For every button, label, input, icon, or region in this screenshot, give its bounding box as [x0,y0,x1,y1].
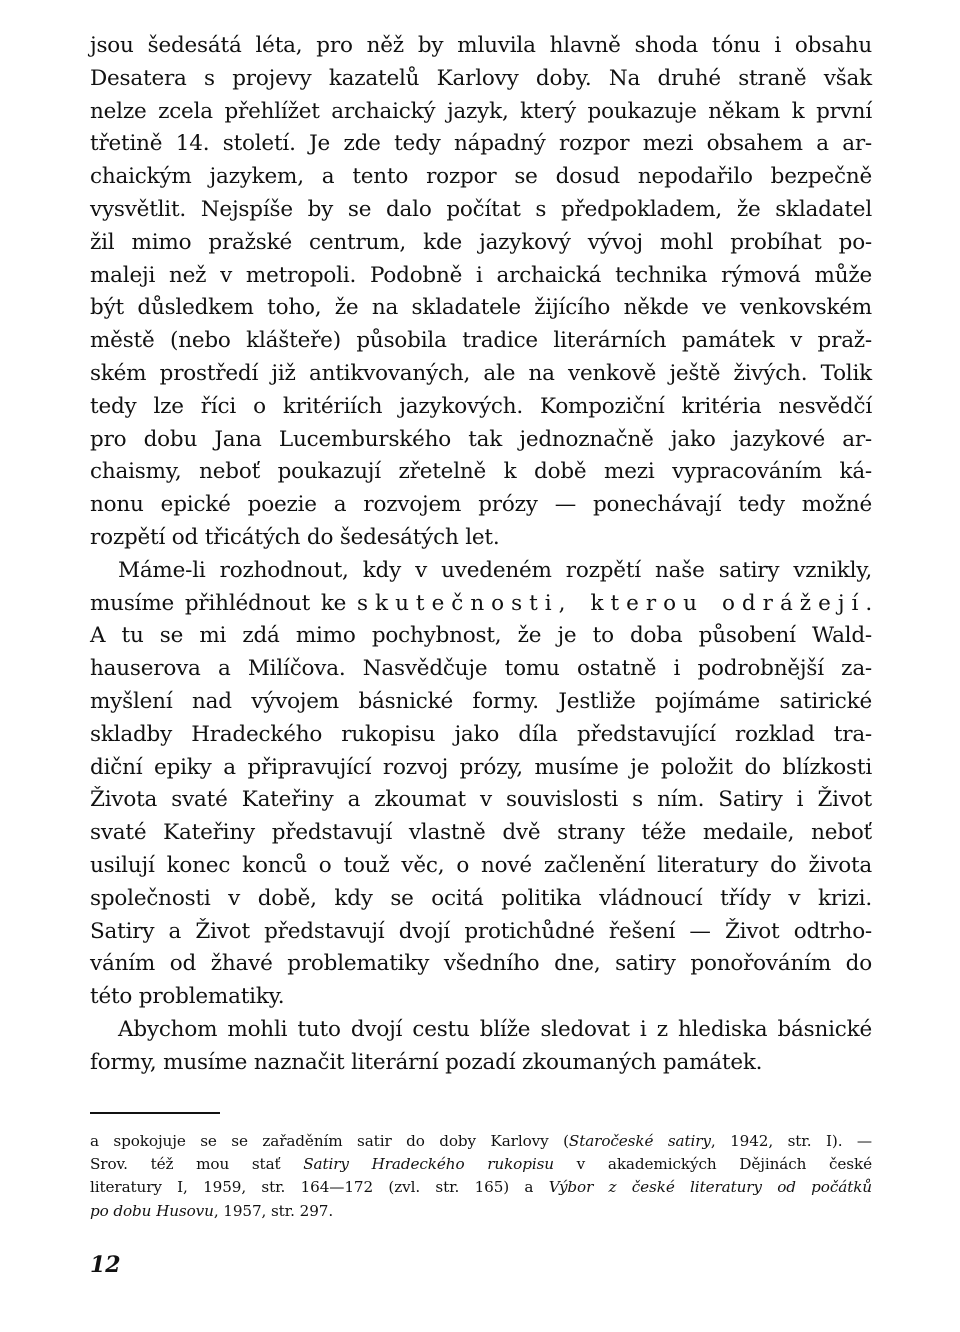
footnote-text: literatury I, 1959, str. 164—172 (zvl. str. 165) a [90,1178,549,1197]
paragraph-2 [90,555,872,1014]
text-line: být důsledkem toho, že na skladatele žijícího někde ve venkovském [90,295,872,321]
book-page [90,30,872,1080]
footnote-text: , 1942, str. I). — [710,1132,872,1150]
footnote-text: a spokojuje se se zařaděním satir do doby Karlovy ( [90,1132,569,1150]
footnote-separator [90,1112,220,1114]
text-line: třetině 14. století. Je zde tedy nápadný rozpor mezi obsahem a ar- [90,131,872,157]
emphasized-spaced-text: skutečnosti, kterou odrážejí [357,590,866,616]
footnote-title-italic: Satiry Hradeckého rukopisu [303,1155,554,1174]
text-line: městě (nebo klášteře) působila tradice literárních památek v praž- [90,328,872,354]
footnote-line [90,1200,872,1223]
text-line: Satiry a Život představují dvojí protichůdné řešení — Život odtrho- [90,918,872,944]
main-text [90,30,872,1080]
text-line: Života svaté Kateřiny a zkoumat v souvislosti s ním. Satiry i Život [90,787,872,813]
text-line: myšlení nad vývojem básnické formy. Jestliže pojímáme satirické [90,688,872,714]
text-line: váním od žhavé problematiky všedního dne, satiry ponořováním do [90,951,872,977]
text-line: usilují konec konců o touž věc, o nové začlenění literatury do života [90,852,872,878]
text-line: Desatera s projevy kazatelů Karlovy doby. Na druhé straně však [90,65,872,91]
text-line: žil mimo pražské centrum, kde jazykový vývoj mohl probíhat po- [90,229,872,255]
text-line: společnosti v době, kdy se ocitá politika vládnoucí třídy v krizi. [90,885,872,911]
footnote-text: Srov. též mou stať [90,1155,304,1174]
text-line: hauserova a Milíčova. Nasvědčuje tomu ostatně i podrobnější za- [90,656,872,682]
footnote-title-italic: Výbor z české literatury od počátků [548,1178,872,1197]
text-line: rozpětí od třicátých do šedesátých let. [90,524,500,550]
text-line: maleji než v metropoli. Podobně i archaická technika rýmová může [90,262,872,288]
paragraph-3 [90,1014,872,1080]
footnote [90,1130,872,1223]
text-line: chaismy, neboť poukazují zřetelně k době mezi vypracováním ká- [90,459,872,485]
footnote-line [90,1176,872,1199]
footnote-text: , 1957, str. 297. [213,1201,334,1220]
footnote-title-italic: Staročeské satiry [568,1132,711,1150]
text-line: formy, musíme naznačit literární pozadí zkoumaných památek. [90,1049,763,1075]
text-line: chaickým jazykem, a tento rozpor se dosud nepodařilo bezpečně [90,164,872,190]
text-line: Máme-li rozhodnout, kdy v uvedeném rozpětí naše satiry vznikly, [118,557,872,583]
text-line: skladby Hradeckého rukopisu jako díla představující rozklad tra- [90,721,872,747]
text-line: svaté Kateřiny představují vlastně dvě strany téže medaile, neboť [90,820,872,846]
text-segment: musíme přihlédnout ke [90,590,358,616]
footnote-text: v akademických Dějinách české [553,1155,872,1174]
text-segment: . [865,590,873,616]
page-number: 12 [90,1252,121,1278]
footnote-line [90,1153,872,1176]
footnote-line [90,1130,872,1153]
text-line: tedy lze říci o kritériích jazykových. Kompoziční kritéria nesvědčí [90,393,872,419]
text-line: jsou šedesátá léta, pro něž by mluvila hlavně shoda tónu i obsahu [90,33,872,58]
footnote-title-italic: po dobu Husovu [90,1201,214,1220]
text-line: Abychom mohli tuto dvojí cestu blíže sledovat i z hlediska básnické [118,1016,872,1042]
text-line: této problematiky. [90,984,285,1010]
text-line: pro dobu Jana Lucemburského tak jednoznačně jako jazykové ar- [90,426,872,452]
text-line-with-emphasis [90,588,872,621]
paragraph-1 [90,30,872,555]
text-line: nonu epické poezie a rozvojem prózy — ponechávají tedy možné [90,492,872,518]
text-line: A tu se mi zdá mimo pochybnost, že je to doba působení Wald- [90,623,872,649]
text-line: diční epiky a připravující rozvoj prózy, musíme je položit do blízkosti [90,754,872,780]
text-line: vysvětlit. Nejspíše by se dalo počítat s předpokladem, že skladatel [90,196,872,222]
text-line: nelze zcela přehlížet archaický jazyk, který poukazuje někam k první [90,98,872,124]
text-line: ském prostředí již antikvovaných, ale na venkově ještě živých. Tolik [90,360,872,386]
